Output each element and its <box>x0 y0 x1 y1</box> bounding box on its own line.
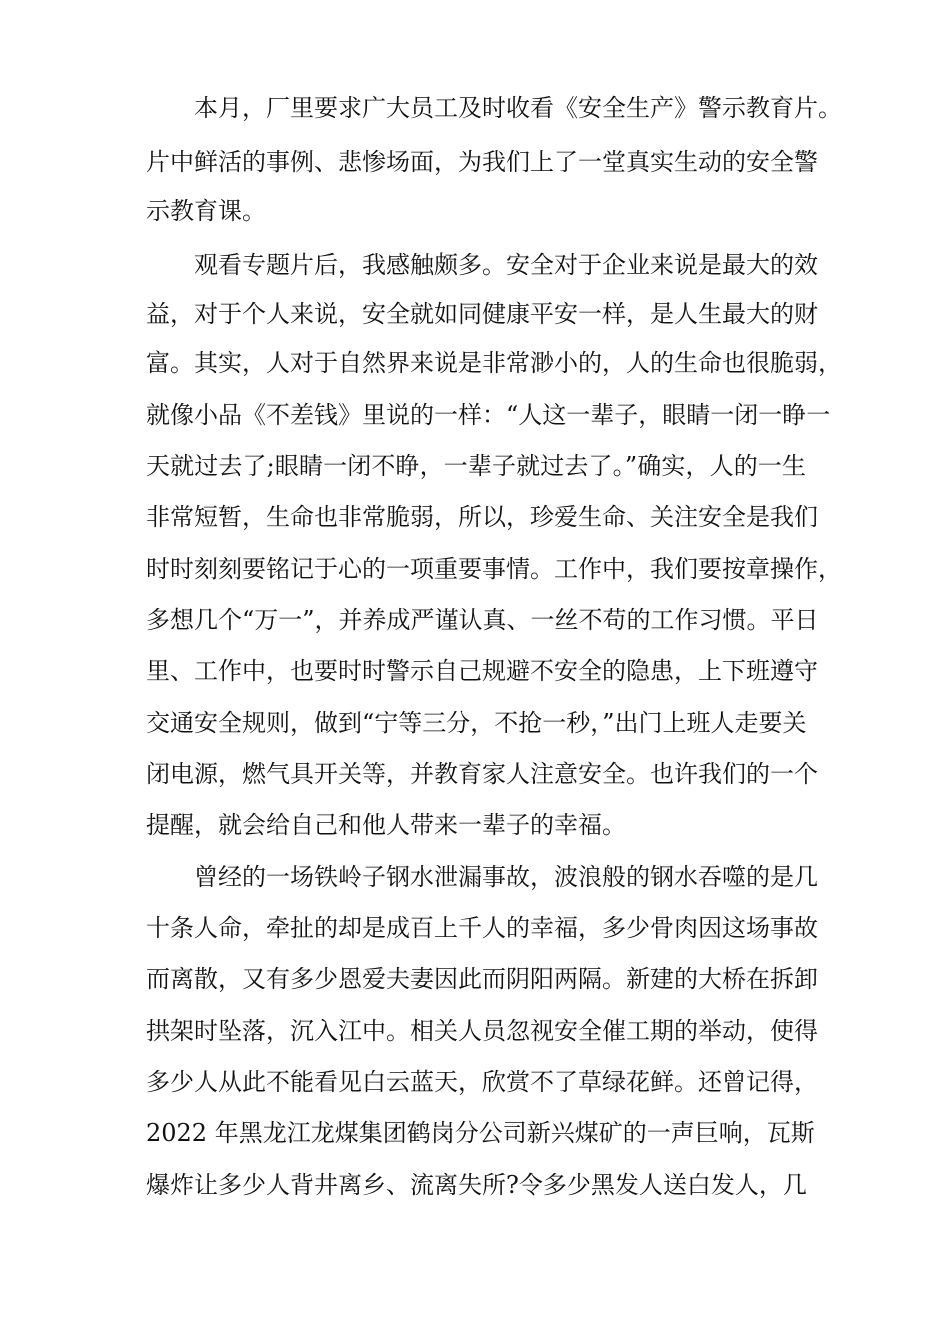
paragraph-2-line-6: 非常短暂，生命也非常脆弱，所以，珍爱生命、关注安全是我们 <box>146 503 818 531</box>
paragraph-2-line-3: 富。其实，人对于自然界来说是非常渺小的，人的生命也很脆弱， <box>146 349 842 377</box>
paragraph-3-line-6: 2022 年黑龙江龙煤集团鹤岗分公司新兴煤矿的一声巨响，瓦斯 <box>146 1119 815 1147</box>
paragraph-2-line-8: 多想几个“万一”，并养成严谨认真、一丝不苟的工作习惯。平日 <box>146 606 819 634</box>
paragraph-2-line-10: 交通安全规则，做到“宁等三分，不抢一秒，”出门上班人走要关 <box>146 709 807 737</box>
paragraph-2-line-7: 时时刻刻要铭记于心的一项重要事情。工作中，我们要按章操作， <box>146 555 842 583</box>
paragraph-3-line-4: 拱架时坠落，沉入江中。相关人员忽视安全催工期的举动，使得 <box>146 1017 818 1045</box>
paragraph-3-line-5: 多少人从此不能看见白云蓝天，欣赏不了草绿花鲜。还曾记得， <box>146 1068 818 1096</box>
paragraph-1-line-1: 本月，厂里要求广大员工及时收看《安全生产》警示教育片。 <box>194 94 842 122</box>
paragraph-1-line-2: 片中鲜活的事例、悲惨场面，为我们上了一堂真实生动的安全警 <box>146 148 818 176</box>
paragraph-3-line-3: 而离散，又有多少恩爱夫妻因此而阴阳两隔。新建的大桥在拆卸 <box>146 965 818 993</box>
paragraph-2-line-4: 就像小品《不差钱》里说的一样：“人这一辈子，眼睛一闭一睁一 <box>146 401 831 429</box>
paragraph-2-line-1: 观看专题片后，我感触颇多。安全对于企业来说是最大的效 <box>194 251 818 279</box>
paragraph-2-line-12: 提醒，就会给自己和他人带来一辈子的幸福。 <box>146 811 626 839</box>
paragraph-3-line-2: 十条人命，牵扯的却是成百上千人的幸福，多少骨肉因这场事故 <box>146 914 818 942</box>
paragraph-2-line-5: 天就过去了;眼睛一闭不睁，一辈子就过去了。”确实，人的一生 <box>146 452 806 480</box>
paragraph-3-line-7: 爆炸让多少人背井离乡、流离失所?令多少黑发人送白发人，几 <box>146 1171 807 1199</box>
paragraph-2-line-2: 益，对于个人来说，安全就如同健康平安一样，是人生最大的财 <box>146 300 818 328</box>
paragraph-3-line-1: 曾经的一场铁岭子钢水泄漏事故，波浪般的钢水吞噬的是几 <box>194 863 818 891</box>
paragraph-2-line-11: 闭电源，燃气具开关等，并教育家人注意安全。也许我们的一个 <box>146 760 818 788</box>
paragraph-1-line-3: 示教育课。 <box>146 197 266 225</box>
paragraph-2-line-9: 里、工作中，也要时时警示自己规避不安全的隐患，上下班遵守 <box>146 657 818 685</box>
